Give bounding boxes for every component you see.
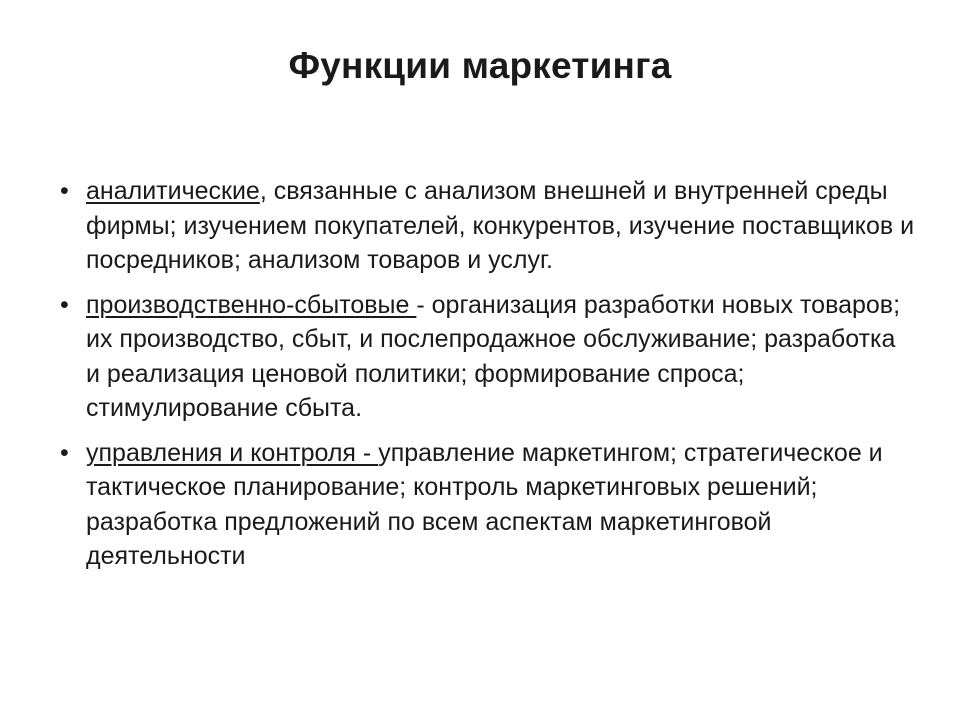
item-term: управления и контроля - bbox=[86, 438, 379, 467]
bullet-icon: • bbox=[60, 290, 69, 319]
list-item bbox=[56, 436, 916, 574]
item-description: - организация разработки новых товаров; их производство, сбыт, и послепродажное обслуживание; разработка и реализация ценовой политики; формирование спроса; стимулирование сбыта. bbox=[86, 290, 901, 422]
item-description: , связанные с анализом внешней и внутренней среды фирмы; изучением покупателей, конкурентов, изучение поставщиков и посредников; анализом товаров и услуг. bbox=[86, 177, 915, 274]
slide-title: Функции маркетинга bbox=[288, 45, 672, 86]
item-term: аналитические bbox=[86, 177, 260, 205]
item-description: управление маркетингом; стратегическое и тактическое планирование; контроль маркетинговых решений; разработка предложений по всем аспектам маркетинговой деятельности bbox=[86, 438, 883, 570]
item-term: производственно-сбытовые bbox=[86, 290, 417, 319]
bullet-icon: • bbox=[60, 177, 69, 205]
bullet-list bbox=[56, 174, 916, 584]
list-item bbox=[56, 174, 916, 278]
list-item bbox=[56, 288, 916, 426]
bullet-icon: • bbox=[60, 438, 69, 467]
